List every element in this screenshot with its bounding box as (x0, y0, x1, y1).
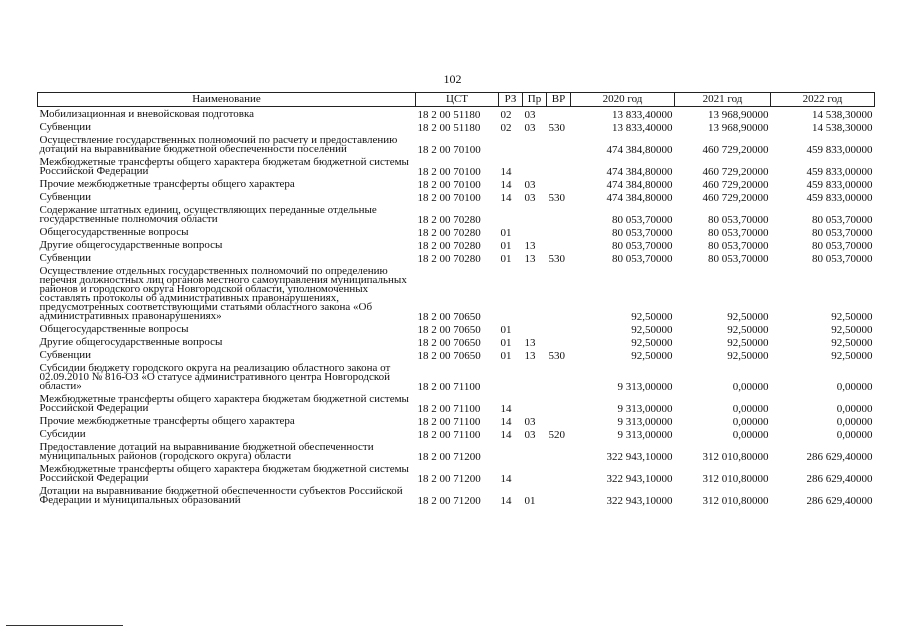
table-row (38, 225, 875, 238)
row-vr (547, 392, 571, 414)
row-rz: 01 (500, 227, 512, 239)
row-2021: 80 053,70000 (708, 214, 769, 226)
row-vr (547, 177, 571, 190)
row-rz (499, 264, 523, 322)
row-name: Прочие межбюджетные трансферты общего характера (39, 178, 295, 190)
row-vr: 520 (548, 429, 565, 441)
row-rz: 01 (500, 253, 512, 265)
row-name: Прочие межбюджетные трансферты общего характера (39, 415, 295, 427)
row-rz (499, 203, 523, 225)
row-rz (499, 440, 523, 462)
row-name: Межбюджетные трансферты общего характера бюджетам бюджетной системы Российской Федерации (39, 156, 409, 177)
row-pr (523, 225, 547, 238)
row-rz: 14 (500, 473, 512, 485)
row-name: Субвенции (39, 349, 92, 361)
table-row (38, 440, 875, 462)
row-rz: 01 (500, 324, 512, 336)
row-cst: 18 2 00 71100 (417, 403, 481, 415)
header-cst: ЦСТ (416, 93, 499, 107)
header-2021: 2021 год (675, 93, 771, 107)
row-2022: 80 053,70000 (812, 253, 873, 265)
table-row (38, 484, 875, 506)
row-2022: 92,50000 (831, 324, 873, 336)
row-name: Межбюджетные трансферты общего характера бюджетам бюджетной системы Российской Федерации (39, 393, 409, 414)
row-name: Другие общегосударственные вопросы (39, 239, 223, 251)
row-2021: 80 053,70000 (708, 240, 769, 252)
row-pr: 03 (524, 192, 536, 204)
row-2021: 92,50000 (727, 324, 769, 336)
row-2020: 80 053,70000 (612, 253, 673, 265)
row-rz: 14 (500, 179, 512, 191)
row-2022: 459 833,00000 (806, 144, 873, 156)
row-name: Субвенции (39, 191, 92, 203)
row-2021: 460 729,20000 (702, 166, 769, 178)
row-2022: 286 629,40000 (806, 451, 873, 463)
row-rz: 14 (500, 192, 512, 204)
row-name: Субвенции (39, 252, 92, 264)
row-2021: 80 053,70000 (708, 253, 769, 265)
table-row (38, 120, 875, 133)
row-2022: 0,00000 (836, 429, 873, 441)
row-pr: 13 (524, 337, 536, 349)
header-name: Наименование (38, 93, 416, 107)
row-cst: 18 2 00 71100 (417, 416, 481, 428)
row-2020: 9 313,00000 (617, 403, 673, 415)
row-2020: 92,50000 (631, 324, 673, 336)
row-2020: 92,50000 (631, 311, 673, 323)
row-pr (523, 361, 547, 392)
table-row (38, 190, 875, 203)
row-name: Субсидии (39, 428, 86, 440)
row-rz: 14 (500, 403, 512, 415)
row-name: Дотации на выравнивание бюджетной обеспеченности субъектов Российской Федерации и муниципальных образований (39, 485, 403, 506)
row-pr: 01 (524, 495, 536, 507)
row-2020: 9 313,00000 (617, 416, 673, 428)
row-2021: 13 968,90000 (708, 122, 769, 134)
row-pr (523, 440, 547, 462)
header-vr: ВР (547, 93, 571, 107)
row-2021: 312 010,80000 (702, 473, 769, 485)
row-2022: 92,50000 (831, 337, 873, 349)
row-vr (547, 238, 571, 251)
table-row (38, 177, 875, 190)
row-2022: 80 053,70000 (812, 214, 873, 226)
row-2021: 92,50000 (727, 311, 769, 323)
table-row (38, 251, 875, 264)
header-2022: 2022 год (771, 93, 875, 107)
row-name: Субсидии бюджету городского округа на реализацию областного закона от 02.09.2010 № 816-ОЗ «О статусе административного центра Новгородской области» (39, 362, 391, 392)
row-cst: 18 2 00 70650 (417, 350, 481, 362)
row-2020: 13 833,40000 (612, 122, 673, 134)
table-header-row (38, 93, 875, 107)
table-row (38, 427, 875, 440)
table-row (38, 264, 875, 322)
row-pr: 03 (524, 416, 536, 428)
row-name: Субвенции (39, 121, 92, 133)
row-2020: 322 943,10000 (606, 473, 673, 485)
row-vr: 530 (548, 350, 565, 362)
row-2021: 92,50000 (727, 337, 769, 349)
row-2021: 0,00000 (732, 429, 769, 441)
row-name: Межбюджетные трансферты общего характера бюджетам бюджетной системы Российской Федерации (39, 463, 409, 484)
row-vr (547, 484, 571, 506)
row-2020: 9 313,00000 (617, 429, 673, 441)
budget-table (37, 92, 875, 506)
row-2022: 286 629,40000 (806, 495, 873, 507)
table-row (38, 414, 875, 427)
table-row (38, 335, 875, 348)
row-vr (547, 203, 571, 225)
row-name: Осуществление отдельных государственных полномочий по определению перечня должностных лиц органов местного самоуправления муниципальных районов и городского округа Новгородской области, уполномоченных составлять протоколы об административных правонарушениях, предусмотренных соответствующими статьями областного закона «Об административных правонарушениях» (39, 265, 407, 322)
row-name: Содержание штатных единиц, осуществляющих переданные отдельные государственные полномочия области (39, 204, 377, 225)
row-2020: 474 384,80000 (606, 179, 673, 191)
row-2021: 80 053,70000 (708, 227, 769, 239)
row-pr: 13 (524, 350, 536, 362)
row-cst: 18 2 00 71200 (417, 495, 481, 507)
row-2022: 459 833,00000 (806, 192, 873, 204)
row-2020: 80 053,70000 (612, 227, 673, 239)
row-2020: 80 053,70000 (612, 240, 673, 252)
row-cst: 18 2 00 70280 (417, 227, 481, 239)
row-cst: 18 2 00 70280 (417, 214, 481, 226)
row-vr: 530 (548, 192, 565, 204)
row-rz: 01 (500, 350, 512, 362)
row-vr: 530 (548, 253, 565, 265)
row-cst: 18 2 00 51180 (417, 122, 481, 134)
row-cst: 18 2 00 51180 (417, 109, 481, 121)
row-name: Мобилизационная и вневойсковая подготовка (39, 108, 255, 120)
row-2022: 459 833,00000 (806, 166, 873, 178)
row-2020: 80 053,70000 (612, 214, 673, 226)
row-vr (547, 361, 571, 392)
row-2020: 9 313,00000 (617, 381, 673, 393)
row-2021: 460 729,20000 (702, 192, 769, 204)
row-2022: 0,00000 (836, 403, 873, 415)
row-2020: 92,50000 (631, 350, 673, 362)
row-name: Общегосударственные вопросы (39, 226, 189, 238)
row-vr: 530 (548, 122, 565, 134)
row-vr (547, 225, 571, 238)
row-rz: 14 (500, 429, 512, 441)
row-cst: 18 2 00 70280 (417, 240, 481, 252)
row-2021: 460 729,20000 (702, 144, 769, 156)
row-vr (547, 322, 571, 335)
row-2020: 474 384,80000 (606, 192, 673, 204)
table-row (38, 155, 875, 177)
row-2022: 14 538,30000 (812, 122, 873, 134)
row-cst: 18 2 00 71100 (417, 381, 481, 393)
row-2021: 0,00000 (732, 416, 769, 428)
row-rz: 02 (500, 122, 512, 134)
row-pr: 03 (524, 109, 536, 121)
row-2022: 286 629,40000 (806, 473, 873, 485)
row-pr (523, 133, 547, 155)
row-cst: 18 2 00 70100 (417, 179, 481, 191)
row-cst: 18 2 00 71200 (417, 473, 481, 485)
row-2022: 80 053,70000 (812, 227, 873, 239)
row-2021: 0,00000 (732, 403, 769, 415)
row-vr (547, 107, 571, 121)
row-2022: 14 538,30000 (812, 109, 873, 121)
row-pr: 03 (524, 429, 536, 441)
row-rz: 14 (500, 166, 512, 178)
row-2020: 92,50000 (631, 337, 673, 349)
row-pr: 13 (524, 253, 536, 265)
row-2021: 312 010,80000 (702, 495, 769, 507)
row-pr (523, 392, 547, 414)
row-rz: 14 (500, 495, 512, 507)
row-name: Другие общегосударственные вопросы (39, 336, 223, 348)
row-cst: 18 2 00 71200 (417, 451, 481, 463)
row-pr (523, 203, 547, 225)
table-row (38, 361, 875, 392)
row-pr (523, 155, 547, 177)
row-rz (499, 133, 523, 155)
row-2022: 459 833,00000 (806, 179, 873, 191)
row-vr (547, 133, 571, 155)
row-cst: 18 2 00 71100 (417, 429, 481, 441)
row-pr (523, 264, 547, 322)
row-rz: 14 (500, 416, 512, 428)
row-2021: 312 010,80000 (702, 451, 769, 463)
table-row (38, 462, 875, 484)
row-2022: 92,50000 (831, 350, 873, 362)
header-pr: Пр (523, 93, 547, 107)
row-2021: 13 968,90000 (708, 109, 769, 121)
table-row (38, 392, 875, 414)
row-vr (547, 155, 571, 177)
row-pr (523, 462, 547, 484)
row-2021: 0,00000 (732, 381, 769, 393)
table-row (38, 348, 875, 361)
header-rz: РЗ (499, 93, 523, 107)
row-2022: 0,00000 (836, 381, 873, 393)
footnote-divider (6, 625, 123, 626)
row-pr: 03 (524, 179, 536, 191)
row-2022: 0,00000 (836, 416, 873, 428)
row-2020: 474 384,80000 (606, 166, 673, 178)
row-cst: 18 2 00 70650 (417, 337, 481, 349)
row-rz: 01 (500, 240, 512, 252)
row-vr (547, 440, 571, 462)
table-row (38, 238, 875, 251)
row-name: Предоставление дотаций на выравнивание бюджетной обеспеченности муниципальных районов (городского округа) области (39, 441, 374, 462)
table-row (38, 133, 875, 155)
row-2020: 474 384,80000 (606, 144, 673, 156)
row-pr: 03 (524, 122, 536, 134)
table-row (38, 107, 875, 121)
row-cst: 18 2 00 70100 (417, 192, 481, 204)
table-row (38, 203, 875, 225)
row-vr (547, 414, 571, 427)
row-cst: 18 2 00 70650 (417, 311, 481, 323)
header-2020: 2020 год (571, 93, 675, 107)
row-vr (547, 462, 571, 484)
row-pr: 13 (524, 240, 536, 252)
row-rz (499, 361, 523, 392)
row-pr (523, 322, 547, 335)
row-rz: 01 (500, 337, 512, 349)
row-name: Осуществление государственных полномочий по расчету и предоставлению дотаций на выравнивание бюджетной обеспеченности поселений (39, 134, 398, 155)
row-vr (547, 335, 571, 348)
row-cst: 18 2 00 70100 (417, 166, 481, 178)
row-2022: 92,50000 (831, 311, 873, 323)
row-2021: 92,50000 (727, 350, 769, 362)
row-2021: 460 729,20000 (702, 179, 769, 191)
row-2020: 322 943,10000 (606, 451, 673, 463)
table-row (38, 322, 875, 335)
row-2020: 322 943,10000 (606, 495, 673, 507)
row-cst: 18 2 00 70280 (417, 253, 481, 265)
row-rz: 02 (500, 109, 512, 121)
row-2022: 80 053,70000 (812, 240, 873, 252)
row-vr (547, 264, 571, 322)
page-number: 102 (443, 72, 462, 86)
row-2020: 13 833,40000 (612, 109, 673, 121)
row-cst: 18 2 00 70100 (417, 144, 481, 156)
row-cst: 18 2 00 70650 (417, 324, 481, 336)
row-name: Общегосударственные вопросы (39, 323, 189, 335)
